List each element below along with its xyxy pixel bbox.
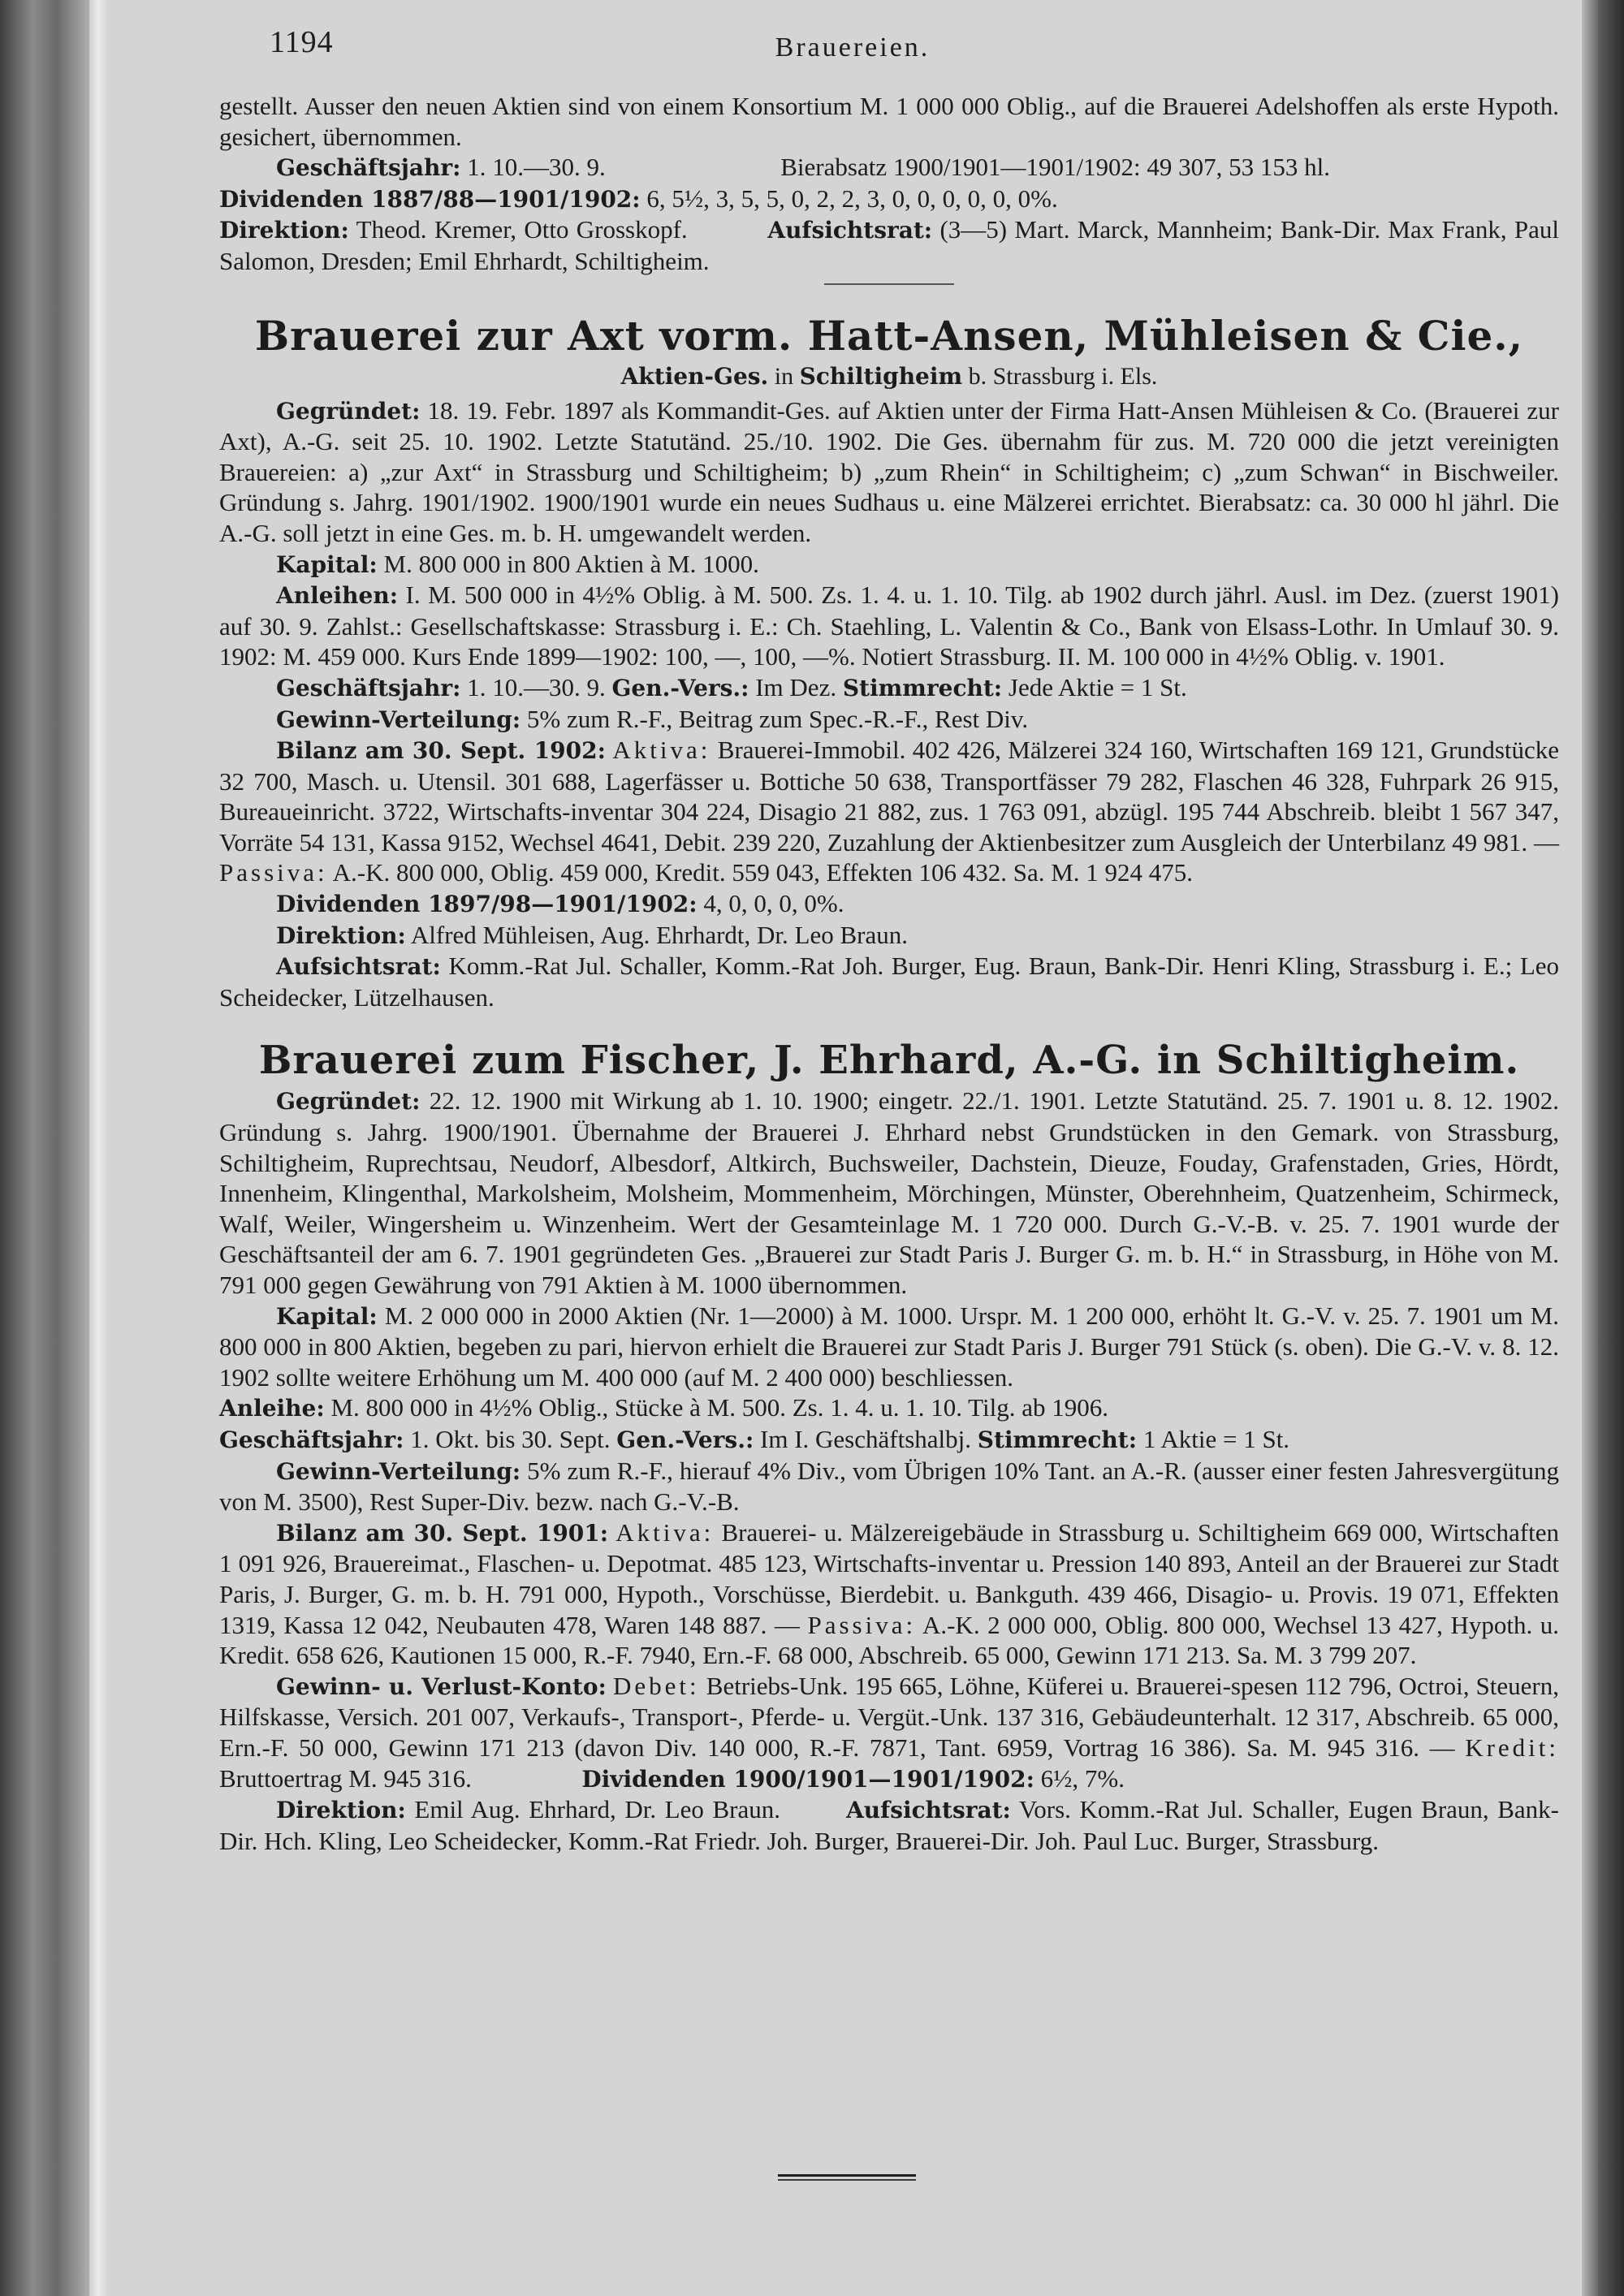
company-title-axt: Brauerei zur Axt vorm. Hatt-Ansen, Mühleisen & Cie., [254,311,1524,360]
entry-supervisory-board: Aufsichtsrat: Komm.-Rat Jul. Schaller, Komm.-Rat Joh. Burger, Eug. Braun, Bank-Dir. Henri Kling, Strassburg i. E.; Leo Scheidecker, Lützelhausen. [219,952,1560,1012]
entry-profit-distribution: Gewinn-Verteilung: 5% zum R.-F., Beitrag zum Spec.-R.-F., Rest Div. [276,704,1029,733]
entry-profit-loss-account: Gewinn- u. Verlust-Konto: Debet: Betriebs-Unk. 195 665, Löhne, Küferei u. Brauerei-spesen 112 796, Octroi, Steuern, Hilfskasse, Versich. 201 007, Verkaufs-, Transport-, Pferde- u. Vergüt.-Unk. 137 316, Gebäudeunterhalt. 12 317, Abschreib. 65 000, Ern.-F. 50 000, Gewinn 171 213 (davon Div. 140 000, R.-F. 7871, Tant. 6959, Vortrag 16 386). Sa. M. 945 316. — Kredit: Bruttoertrag M. 945 316. Dividenden 1900/1901—1901/1902: 6½, 7%. [219,1671,1560,1793]
entry-profit-distribution: Gewinn-Verteilung: 5% zum R.-F., hierauf 4% Div., vom Übrigen 10% Tant. an A.-R. (ausser einer festen Jahresvergütung von M. 3500), Rest Super-Div. bezw. nach G.-V.-B. [219,1456,1560,1517]
page-number: 1194 [270,25,334,59]
entry-management: Direktion: Alfred Mühleisen, Aug. Ehrhardt, Dr. Leo Braun. [276,920,908,949]
page-header [162,24,1543,65]
entry-balance-sheet: Bilanz am 30. Sept. 1902: Aktiva: Brauerei-Immobil. 402 426, Mälzerei 324 160, Wirtschaften 169 121, Grundstücke 32 700, Masch. u. Utensil. 301 688, Lagerfässer u. Bottiche 50 638, Transportfässer 79 282, Flaschen 46 328, Fuhrpark 26 915, Bureaueinricht. 3722, Wirtschafts-inventar 304 224, Disagio 21 882, zus. 1 763 091, abzügl. 195 744 Abschreib. bleibt 1 567 347, Vorräte 54 131, Kassa 9152, Wechsel 4641, Debit. 239 220, Zuzahlung der Aktienbesitzer zum Ausgleich der Unterbilanz 49 981. — Passiva: A.-K. 800 000, Oblig. 459 000, Kredit. 559 043, Effekten 106 432. Sa. M. 1 924 475. [219,736,1560,887]
entry-dividends: Dividenden 1897/98—1901/1902: 4, 0, 0, 0, 0%. [276,889,844,918]
entry-board: Direktion: Emil Aug. Ehrhard, Dr. Leo Braun. Aufsichtsrat: Vors. Komm.-Rat Jul. Schaller, Eugen Braun, Bank-Dir. Hch. Kling, Leo Scheidecker, Komm.-Rat Friedr. Joh. Burger, Brauerei-Dir. Joh. Paul Luc. Burger, Strassburg. [219,1795,1559,1855]
book-binding [89,0,107,2296]
entry-capital: Kapital: M. 2 000 000 in 2000 Aktien (Nr. 1—2000) à M. 1000. Urspr. M. 1 200 000, erhöht lt. G.-V. v. 25. 7. 1901 um M. 800 000 in 800 Aktien, begeben zu pari, hiervon erhielt die Brauerei zur Stadt Paris J. Burger 791 Stück (s. oben). Die G.-V. v. 8. 12. 1902 sollte weitere Erhöhung um M. 400 000 (auf M. 2 400 000) beschliessen. [219,1301,1559,1392]
end-rule [778,2174,916,2177]
entry-loans: Anleihen: I. M. 500 000 in 4½% Oblig. à M. 500. Zs. 1. 4. u. 1. 10. Tilg. ab 1902 durch jährl. Ausl. im Dez. (zuerst 1901) auf 30. 9. Zahlst.: Gesellschaftskasse: Strassburg i. E.: Ch. Staehling, L. Valentin & Co., Bank von Elsass-Lothr. In Umlauf 30. 9. 1902: M. 459 000. Kurs Ende 1899—1902: 100, —, 100, —%. Notiert Strassburg. II. M. 100 000 in 4½% Oblig. v. 1901. [219,580,1559,671]
entry-balance-sheet: Bilanz am 30. Sept. 1901: Aktiva: Brauerei- u. Mälzereigebäude in Strassburg u. Schiltigheim 669 000, Wirtschaften 1 091 926, Brauereimat., Flaschen- u. Depotmat. 485 123, Wirtschafts-inventar u. Pression 140 893, Anteil an der Brauerei zur Stadt Paris, J. Burger, G. m. b. H. 791 000, Hypoth., Vorschüsse, Bierdebit. u. Bankguth. 439 466, Disagio- u. Provis. 19 071, Effekten 1319, Kassa 12 042, Neubauten 478, Waren 148 887. — Passiva: A.-K. 2 000 000, Oblig. 800 000, Wechsel 13 427, Hypoth. u. Kredit. 658 626, Kautionen 15 000, R.-F. 7940, Ern.-F. 68 000, Abschreib. 65 000, Gewinn 171 213. Sa. M. 3 799 207. [219,1517,1560,1670]
section-divider [824,283,954,285]
entry-founded: Gegründet: 18. 19. Febr. 1897 als Kommandit-Ges. auf Aktien unter der Firma Hatt-Ansen Mühleisen & Co. (Brauerei zur Axt), A.-G. seit 25. 10. 1902. Letzte Statutänd. 25./10. 1902. Die Ges. übernahm für zus. M. 720 000 die jetzt vereinigten Brauereien: a) „zur Axt“ in Strassburg und Schiltigheim; b) „zum Rhein“ in Schiltigheim; c) „zum Schwan“ in Bischweiler. Gründung s. Jahrg. 1901/1902. 1900/1901 wurde ein neues Sudhaus u. eine Mälzerei errichtet. Bierabsatz: ca. 30 000 hl jährl. Die A.-G. soll jetzt in eine Ges. m. b. H. umgewandelt werden. [219,395,1559,547]
company-title-fischer: Brauerei zum Fischer, J. Ehrhard, A.-G. in Schiltigheim. [258,1038,1520,1084]
entry-loans: Anleihe: M. 800 000 in 4½% Oblig., Stücke à M. 500. Zs. 1. 4. u. 1. 10. Tilg. ab 1906. [219,1393,1109,1422]
company-subtitle-axt: Aktien-Ges. in Schiltigheim b. Strassburg i. Els. [620,362,1158,390]
entry-business-year: Geschäftsjahr: 1. Okt. bis 30. Sept. Gen.-Vers.: Im I. Geschäftshalbj. Stimmrecht: 1 Aktie = 1 St. [219,1424,1290,1453]
page-edge [1582,0,1598,2296]
entry-business-year: Geschäftsjahr: 1. 10.—30. 9. Bierabsatz 1900/1901—1901/1902: 49 307, 53 153 hl. [276,153,1331,182]
page-content [219,91,1559,1856]
continued-text: gestellt. Ausser den neuen Aktien sind von einem Konsortium M. 1 000 000 Oblig., auf die Brauerei Adelshoffen als erste Hypoth. gesichert, übernommen. [219,92,1559,151]
entry-business-year: Geschäftsjahr: 1. 10.—30. 9. Gen.-Vers.: Im Dez. Stimmrecht: Jede Aktie = 1 St. [276,672,1187,701]
running-title: Brauereien. [775,32,931,63]
entry-capital: Kapital: M. 800 000 in 800 Aktien à M. 1000. [276,549,759,578]
entry-board: Direktion: Theod. Kremer, Otto Grosskopf. Aufsichtsrat: (3—5) Mart. Marck, Mannheim; Bank-Dir. Max Frank, Paul Salomon, Dresden; Emil Ehrhardt, Schiltigheim. [219,215,1560,275]
entry-founded: Gegründet: 22. 12. 1900 mit Wirkung ab 1. 10. 1900; eingetr. 22./1. 1901. Letzte Statutänd. 25. 7. 1901 u. 8. 12. 1902. Gründung s. Jahrg. 1900/1901. Übernahme der Brauerei J. Ehrhard nebst Grundstücken in den Gemark. von Strassburg, Schiltigheim, Ruprechtsau, Neudorf, Albesdorf, Altkirch, Buchsweiler, Dachstein, Dieuze, Fouday, Grafenstaden, Gries, Hördt, Innenheim, Klingenthal, Markolsheim, Molsheim, Mommenheim, Mörchingen, Münster, Oberehnheim, Quatzenheim, Schirmeck, Walf, Weiler, Wingersheim u. Winzenheim. Wert der Gesamteinlage M. 1 720 000. Durch G.-V.-B. v. 25. 7. 1901 wurde der Geschäftsanteil der am 6. 7. 1901 gegründeten Ges. „Brauerei zur Stadt Paris J. Burger G. m. b. H.“ in Strassburg, in Höhe von M. 791 000 gegen Gewährung von 791 Aktien à M. 1000 übernommen. [219,1086,1559,1299]
entry-dividends: Dividenden 1887/88—1901/1902: 6, 5½, 3, 5, 5, 0, 2, 2, 3, 0, 0, 0, 0, 0, 0%. [219,183,1058,213]
